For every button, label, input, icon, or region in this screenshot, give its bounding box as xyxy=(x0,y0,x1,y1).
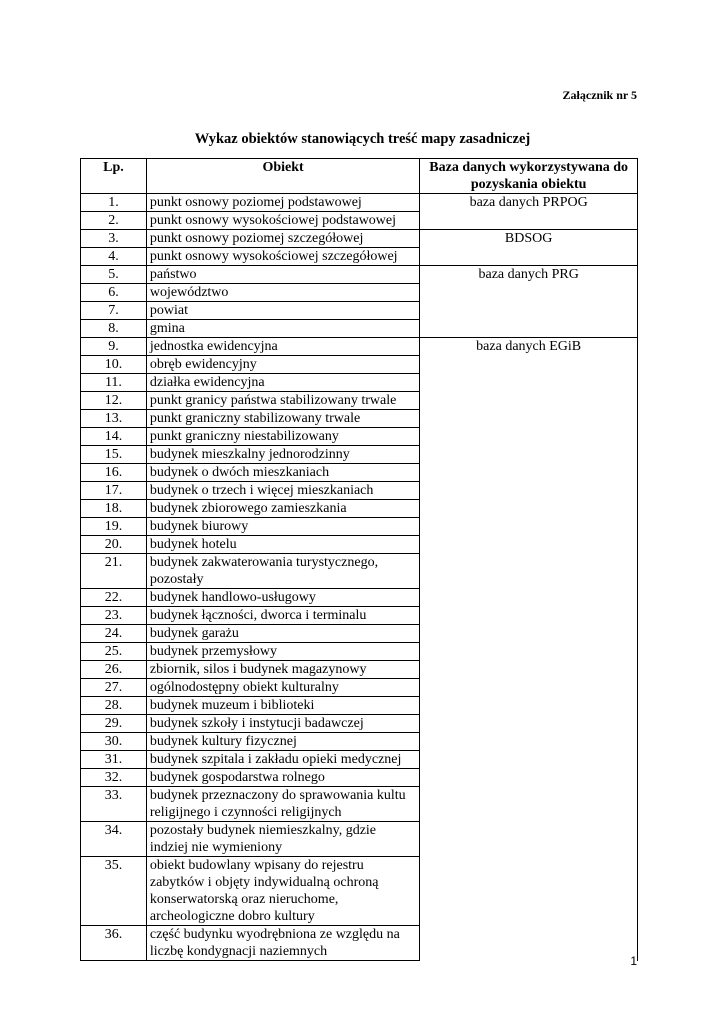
object-name: obiekt budowlany wpisany do rejestru zabytków i objęty indywidualną ochroną konserwatorską oraz nieruchome, archeologiczne dobro kultury xyxy=(146,857,419,926)
row-number: 9. xyxy=(81,338,147,356)
annex-label: Załącznik nr 5 xyxy=(562,88,637,102)
row-number: 21. xyxy=(81,554,147,589)
object-name: punkt graniczny stabilizowany trwale xyxy=(146,410,419,428)
header-database: Baza danych wykorzystywana do pozyskania obiektu xyxy=(420,159,638,194)
row-number: 5. xyxy=(81,266,147,284)
object-name: budynek szkoły i instytucji badawczej xyxy=(146,715,419,733)
row-number: 12. xyxy=(81,392,147,410)
object-name: budynek hotelu xyxy=(146,536,419,554)
object-name: budynek szpitala i zakładu opieki medycznej xyxy=(146,751,419,769)
object-name: budynek przemysłowy xyxy=(146,643,419,661)
object-name: budynek przeznaczony do sprawowania kultu religijnego i czynności religijnych xyxy=(146,787,419,822)
object-name: część budynku wyodrębniona ze względu na liczbę kondygnacji naziemnych xyxy=(146,926,419,961)
row-number: 14. xyxy=(81,428,147,446)
page-title: Wykaz obiektów stanowiących treść mapy zasadniczej xyxy=(194,131,531,147)
object-name: działka ewidencyjna xyxy=(146,374,419,392)
row-number: 15. xyxy=(81,446,147,464)
object-name: zbiornik, silos i budynek magazynowy xyxy=(146,661,419,679)
row-number: 20. xyxy=(81,536,147,554)
row-number: 30. xyxy=(81,733,147,751)
row-number: 7. xyxy=(81,302,147,320)
object-name: budynek handlowo-usługowy xyxy=(146,589,419,607)
object-name: budynek o trzech i więcej mieszkaniach xyxy=(146,482,419,500)
object-name: budynek zbiorowego zamieszkania xyxy=(146,500,419,518)
object-name: punkt osnowy wysokościowej szczegółowej xyxy=(146,248,419,266)
object-name: budynek biurowy xyxy=(146,518,419,536)
row-number: 17. xyxy=(81,482,147,500)
row-number: 16. xyxy=(81,464,147,482)
row-number: 33. xyxy=(81,787,147,822)
row-number: 32. xyxy=(81,769,147,787)
table-row xyxy=(81,338,638,356)
object-name: jednostka ewidencyjna xyxy=(146,338,419,356)
database-source: BDSOG xyxy=(420,230,638,266)
database-source: baza danych PRG xyxy=(420,266,638,338)
table-header-row xyxy=(81,159,638,194)
object-name: obręb ewidencyjny xyxy=(146,356,419,374)
object-name: punkt osnowy poziomej podstawowej xyxy=(146,194,419,212)
table-row xyxy=(81,230,638,248)
row-number: 29. xyxy=(81,715,147,733)
row-number: 19. xyxy=(81,518,147,536)
object-name: budynek o dwóch mieszkaniach xyxy=(146,464,419,482)
page-number: 1 xyxy=(630,954,637,968)
table-row xyxy=(81,194,638,212)
object-name: punkt graniczny niestabilizowany xyxy=(146,428,419,446)
row-number: 28. xyxy=(81,697,147,715)
row-number: 31. xyxy=(81,751,147,769)
row-number: 24. xyxy=(81,625,147,643)
object-name: budynek zakwaterowania turystycznego, pozostały xyxy=(146,554,419,589)
object-name: gmina xyxy=(146,320,419,338)
object-name: państwo xyxy=(146,266,419,284)
object-name: budynek kultury fizycznej xyxy=(146,733,419,751)
row-number: 26. xyxy=(81,661,147,679)
row-number: 2. xyxy=(81,212,147,230)
table-row xyxy=(81,266,638,284)
object-name: punkt osnowy poziomej szczegółowej xyxy=(146,230,419,248)
row-number: 23. xyxy=(81,607,147,625)
object-name: ogólnodostępny obiekt kulturalny xyxy=(146,679,419,697)
row-number: 4. xyxy=(81,248,147,266)
row-number: 25. xyxy=(81,643,147,661)
object-name: powiat xyxy=(146,302,419,320)
row-number: 22. xyxy=(81,589,147,607)
row-number: 13. xyxy=(81,410,147,428)
object-name: punkt osnowy wysokościowej podstawowej xyxy=(146,212,419,230)
row-number: 1. xyxy=(81,194,147,212)
object-name: budynek mieszkalny jednorodzinny xyxy=(146,446,419,464)
row-number: 34. xyxy=(81,822,147,857)
object-name: pozostały budynek niemieszkalny, gdzie indziej nie wymieniony xyxy=(146,822,419,857)
database-source: baza danych EGiB xyxy=(420,338,638,961)
row-number: 3. xyxy=(81,230,147,248)
object-name: budynek łączności, dworca i terminalu xyxy=(146,607,419,625)
row-number: 6. xyxy=(81,284,147,302)
object-name: budynek gospodarstwa rolnego xyxy=(146,769,419,787)
row-number: 8. xyxy=(81,320,147,338)
row-number: 27. xyxy=(81,679,147,697)
row-number: 35. xyxy=(81,857,147,926)
row-number: 10. xyxy=(81,356,147,374)
database-source: baza danych PRPOG xyxy=(420,194,638,230)
row-number: 18. xyxy=(81,500,147,518)
header-object: Obiekt xyxy=(146,159,419,194)
object-name: budynek muzeum i biblioteki xyxy=(146,697,419,715)
row-number: 36. xyxy=(81,926,147,961)
object-name: województwo xyxy=(146,284,419,302)
row-number: 11. xyxy=(81,374,147,392)
objects-table xyxy=(80,158,638,961)
object-name: punkt granicy państwa stabilizowany trwale xyxy=(146,392,419,410)
object-name: budynek garażu xyxy=(146,625,419,643)
header-lp: Lp. xyxy=(81,159,147,194)
